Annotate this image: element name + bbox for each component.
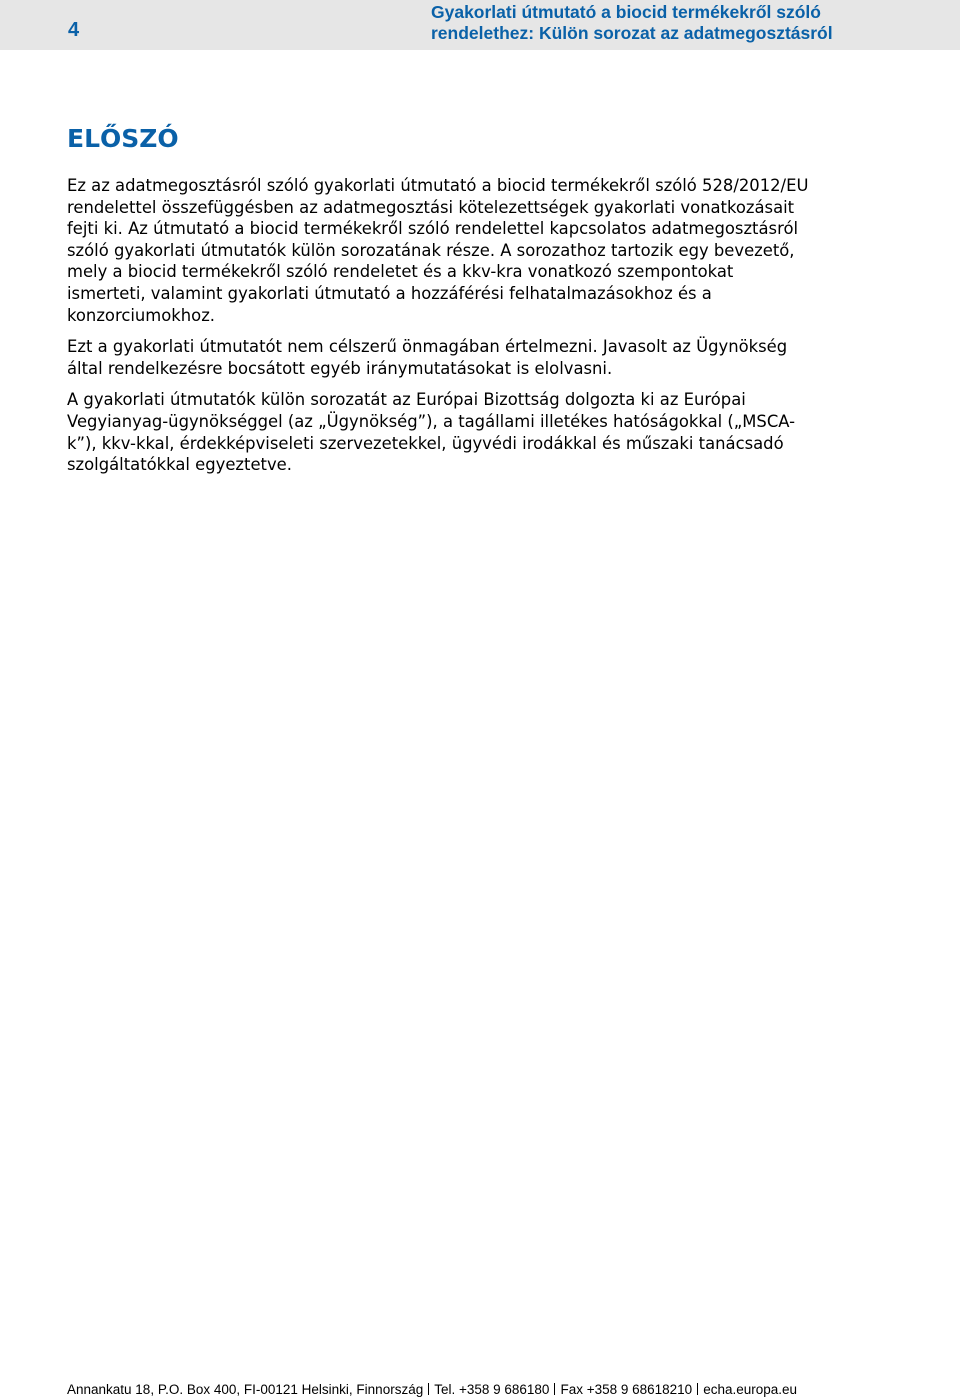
paragraph-line: Ezt a gyakorlati útmutatót nem célszerű önmagában értelmezni. Javasolt az Ügynökség <box>67 337 788 357</box>
paragraph-line: Ez az adatmegosztásról szóló gyakorlati útmutató a biocid termékekről szóló 528/2012/EU <box>67 176 809 195</box>
running-title-line-1: Gyakorlati útmutató a biocid termékekről szóló <box>431 2 821 22</box>
footer-fax: Fax +358 9 68618210 <box>560 1382 693 1397</box>
paragraph-line: A gyakorlati útmutatók külön sorozatát az Európai Bizottság dolgozta ki az Európai <box>67 390 746 410</box>
footer-website-link[interactable]: echa.europa.eu <box>703 1382 798 1397</box>
paragraph-line: k”), kkv-kkal, érdekképviseleti szervezetekkel, ügyvédi irodákkal és műszaki tanácsadó <box>67 433 784 453</box>
paragraph-line: Vegyianyag-ügynökséggel (az „Ügynökség”), a tagállami illetékes hatóságokkal („MSCA- <box>67 411 796 431</box>
paragraph-2 <box>67 336 947 379</box>
paragraph-line: konzorciumokhoz. <box>67 305 216 325</box>
paragraph-line: által rendelkezésre bocsátott egyéb iránymutatásokat is elolvasni. <box>67 358 613 378</box>
paragraph-line: fejti ki. Az útmutató a biocid termékekről szóló rendelettel kapcsolatos adatmegosztásról <box>67 219 799 239</box>
paragraph-line: mely a biocid termékekről szóló rendeletet és a kkv-kra vonatkozó szempontokat <box>67 262 734 282</box>
footer-separator <box>697 1383 698 1395</box>
paragraph-line: rendelettel összefüggésben az adatmegosztási kötelezettségek gyakorlati vonatkozásait <box>67 197 795 217</box>
running-title-line-2: rendelethez: Külön sorozat az adatmegosztásról <box>431 23 833 43</box>
paragraph-line: szóló gyakorlati útmutatók külön sorozatának része. A sorozathoz tartozik egy bevezető, <box>67 240 795 260</box>
page-header <box>0 0 960 50</box>
footer-separator <box>554 1383 555 1395</box>
paragraph-3 <box>67 389 947 475</box>
footer-address: Annankatu 18, P.O. Box 400, FI-00121 Helsinki, Finnország <box>67 1382 424 1397</box>
footer-tel: Tel. +358 9 686180 <box>434 1382 550 1397</box>
page-footer <box>67 1382 797 1398</box>
page-number: 4 <box>68 19 80 41</box>
section-title: ELŐSZÓ <box>67 124 179 153</box>
paragraph-line: szolgáltatókkal egyeztetve. <box>67 455 292 475</box>
running-title <box>431 2 931 44</box>
footer-separator <box>428 1383 429 1395</box>
body-text <box>67 175 947 486</box>
paragraph-1 <box>67 175 947 326</box>
paragraph-line: ismerteti, valamint gyakorlati útmutató a hozzáférési felhatalmazásokhoz és a <box>67 283 712 303</box>
